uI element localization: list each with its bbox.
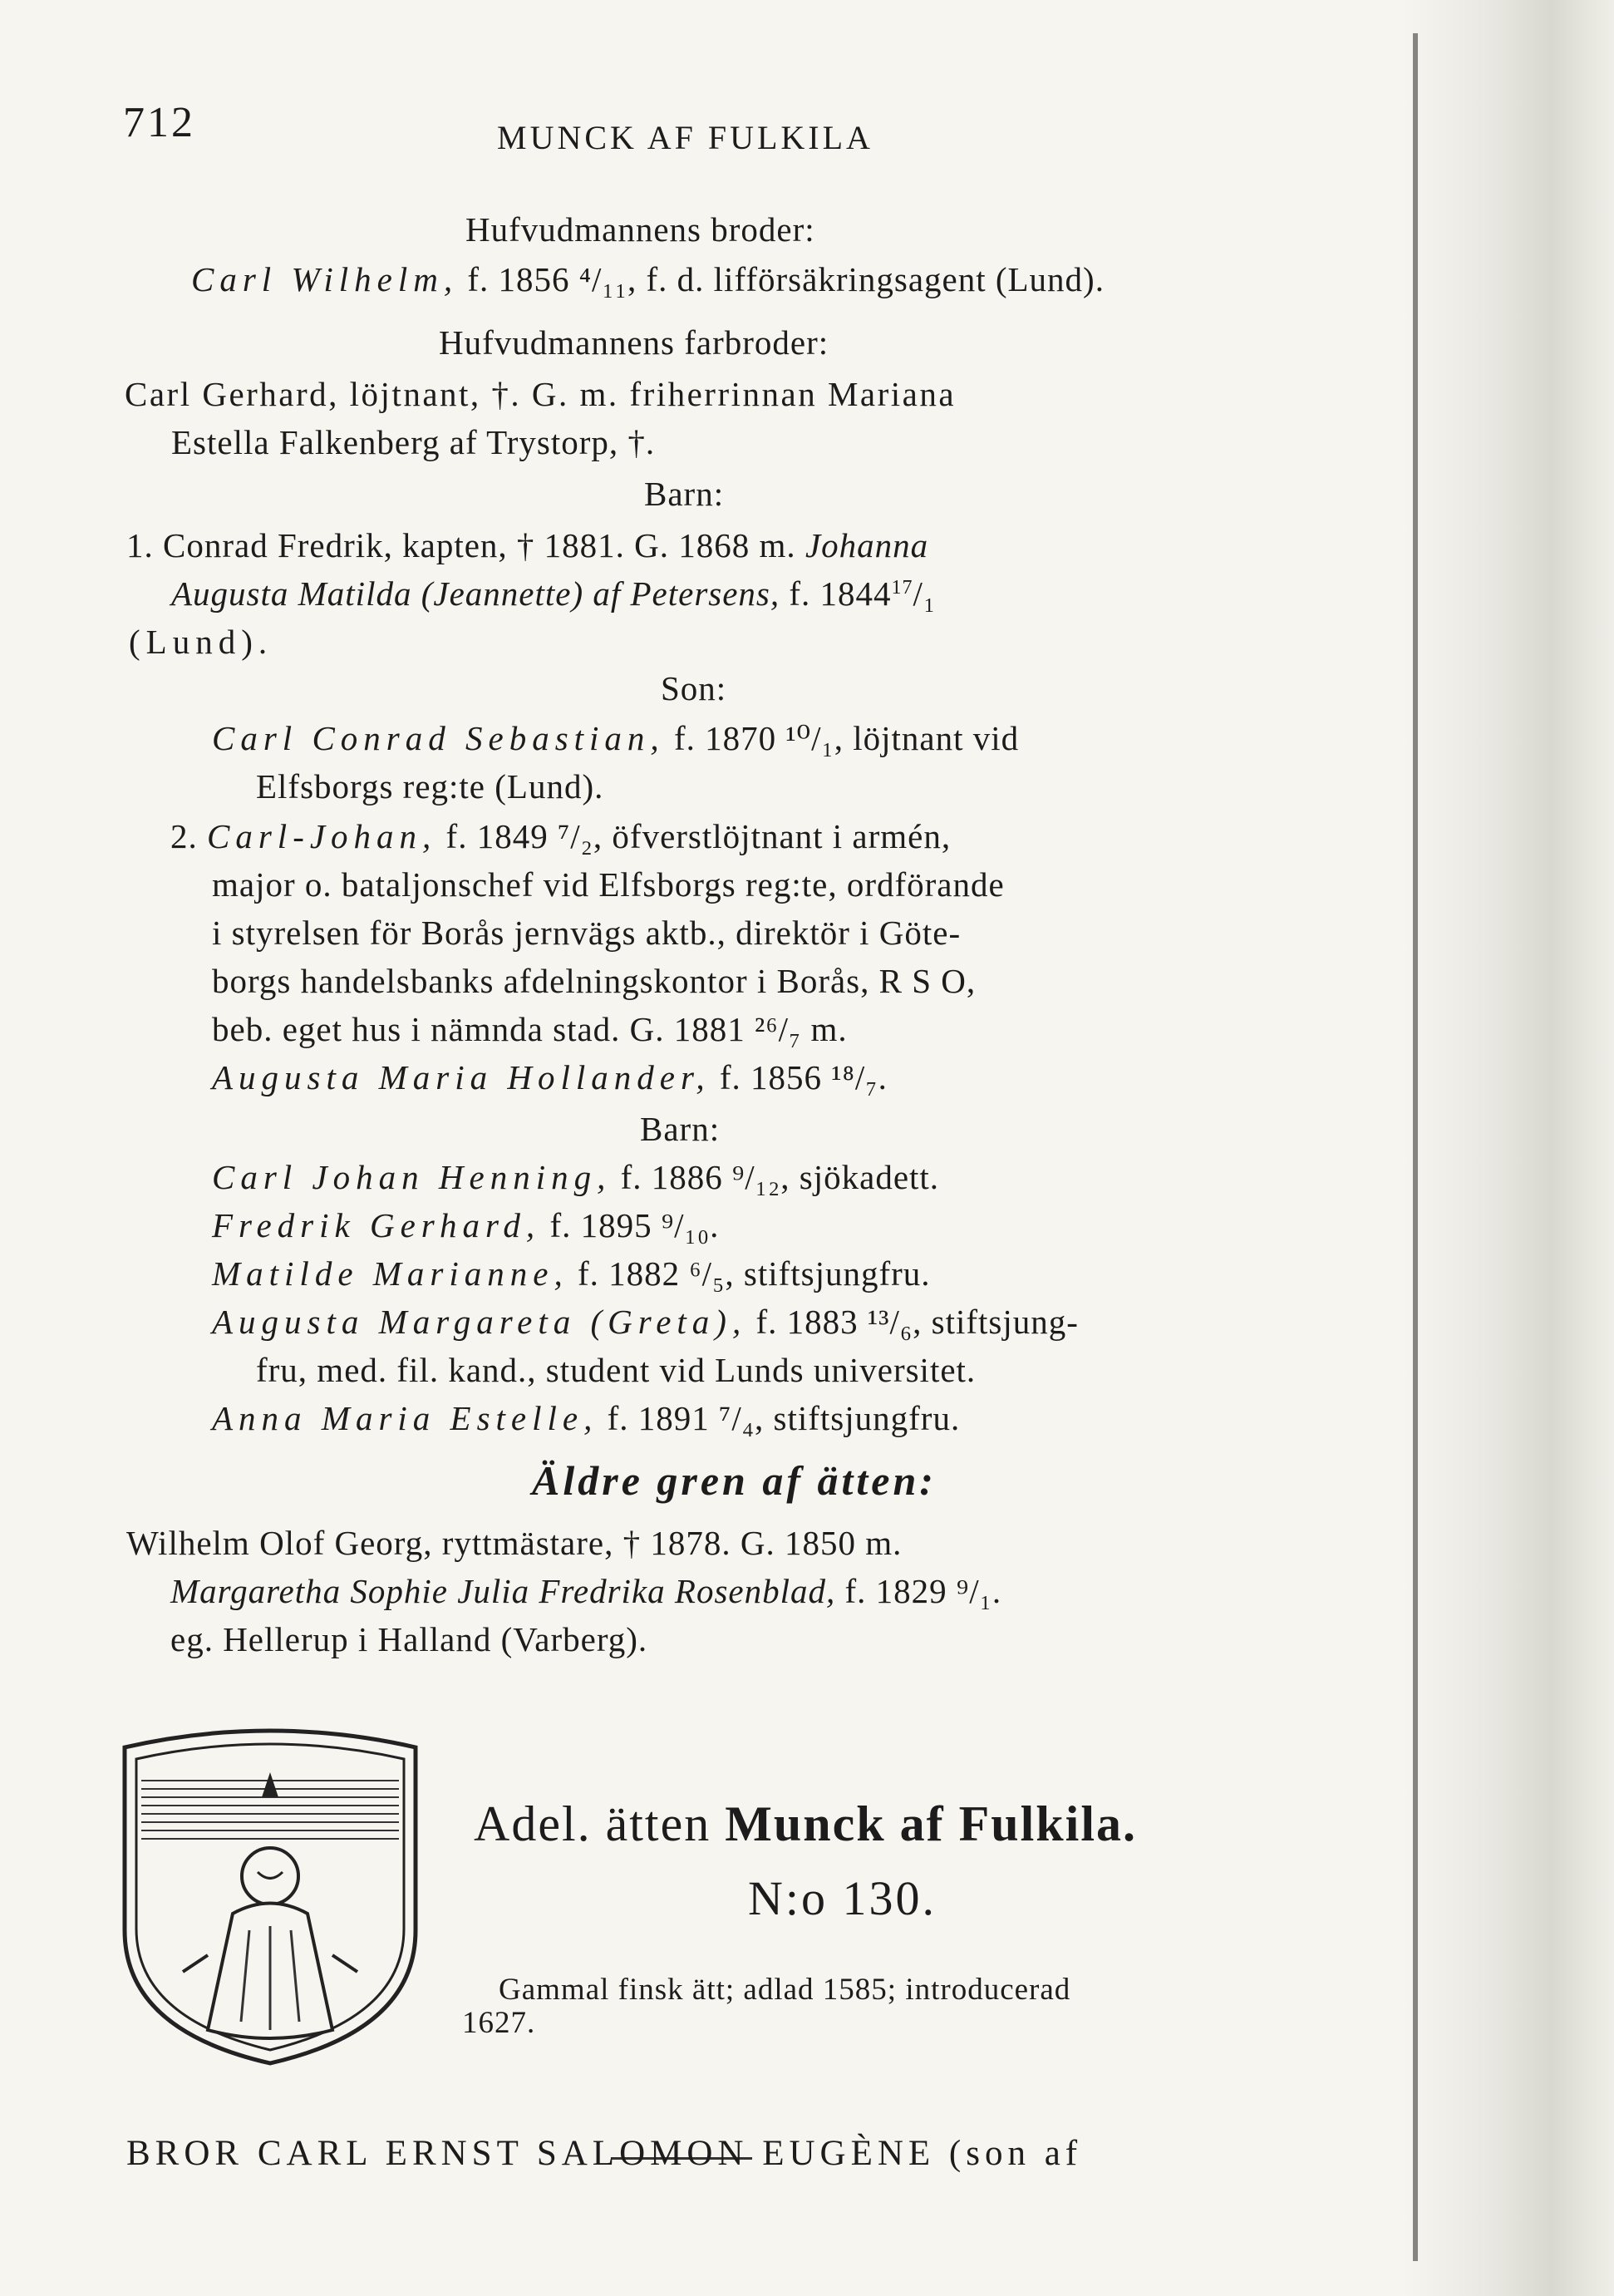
text-line: borgs handelsbanks afdelningskontor i Borås, R S O,	[212, 962, 977, 1000]
person-details: f. 1870 ¹⁰/₁, löjtnant vid	[673, 719, 1020, 757]
text-line	[212, 1057, 888, 1097]
family-title-name: Munck af Fulkila.	[725, 1796, 1137, 1851]
child-name: Fredrik Gerhard,	[212, 1206, 541, 1244]
spouse-name: Augusta Maria Hollander,	[212, 1058, 711, 1096]
family-number: N:o 130.	[748, 1871, 937, 1925]
section-heading-farbroder: Hufvudmannens farbroder:	[439, 323, 829, 362]
child-name: Carl Johan Henning,	[212, 1158, 612, 1196]
person-name: Carl Wilhelm,	[191, 260, 459, 298]
text-line	[126, 525, 928, 565]
text-line: Wilhelm Olof Georg, ryttmästare, † 1878. G. 1850 m.	[126, 1524, 903, 1562]
child-name: Matilde Marianne,	[212, 1254, 568, 1293]
spouse-name: Johanna	[805, 526, 929, 564]
text-line: i styrelsen för Borås jernvägs aktb., direktör i Göte-	[212, 914, 962, 952]
child-name: Augusta Margareta (Greta),	[212, 1303, 747, 1341]
person-details: f. 1856 ⁴/₁₁, f. d. lifförsäkringsagent (Lund).	[467, 260, 1105, 298]
child-details: f. 1891 ⁷/₄, stiftsjungfru.	[607, 1399, 961, 1437]
family-description-cont: 1627.	[462, 2006, 536, 2040]
next-entry-line: BROR CARL ERNST SALOMON EUGÈNE (son af	[126, 2134, 1083, 2173]
text-line: Carl Gerhard, löjtnant, †. G. m. friherrinnan Mariana	[125, 375, 957, 413]
child-line	[212, 1302, 1079, 1342]
text-line: eg. Hellerup i Halland (Varberg).	[170, 1620, 648, 1658]
text-line: major o. bataljonschef vid Elfsborgs reg:te, ordförande	[212, 865, 1005, 904]
child-details: f. 1882 ⁶/₅, stiftsjungfru.	[577, 1254, 931, 1293]
family-title-prefix: Adel. ätten	[474, 1796, 711, 1851]
date-sup: 17	[891, 577, 913, 599]
text-line	[170, 816, 951, 856]
text-line: Elfsborgs reg:te (Lund).	[256, 767, 604, 806]
date-sub: /₁	[913, 574, 937, 613]
spouse-name: Margaretha Sophie Julia Fredrika Rosenblad,	[170, 1572, 836, 1610]
text-line: (Lund).	[129, 623, 273, 661]
child-details: f. 1886 ⁹/₁₂, sjökadett.	[620, 1158, 940, 1196]
binding-shadow	[1413, 33, 1418, 2261]
barn-heading: Barn:	[640, 1110, 721, 1148]
text-line: fru, med. fil. kand., student vid Lunds universitet.	[256, 1351, 977, 1389]
son-heading: Son:	[661, 669, 727, 707]
person-name: Carl-Johan,	[207, 817, 437, 855]
child-line	[212, 1205, 719, 1245]
text-line: Estella Falkenberg af Trystorp, †.	[171, 423, 656, 461]
person-details: f. 1849 ⁷/₂, öfverstlöjtnant i armén,	[445, 817, 952, 855]
older-branch-heading: Äldre gren af ätten:	[532, 1457, 937, 1504]
running-title: MUNCK AF FULKILA	[497, 119, 873, 156]
page-number: 712	[123, 99, 195, 146]
child-entry: 1. Conrad Fredrik, kapten, † 1881. G. 1868 m.	[126, 526, 796, 564]
text-line	[170, 1571, 1001, 1611]
barn-heading: Barn:	[644, 475, 725, 513]
text-line	[212, 718, 1019, 758]
text-line	[191, 259, 1105, 299]
text-line	[171, 574, 936, 613]
person-name: Carl Conrad Sebastian,	[212, 719, 665, 757]
entry-number: 2.	[170, 817, 198, 855]
family-description: Gammal finsk ätt; adlad 1585; introducerad	[499, 1973, 1071, 2007]
child-name: Anna Maria Estelle,	[212, 1399, 598, 1437]
child-line	[212, 1254, 931, 1293]
spouse-name: Augusta Matilda (Jeannette) af Petersens,	[171, 574, 780, 613]
page-edge	[1405, 0, 1614, 2296]
text-line: beb. eget hus i nämnda stad. G. 1881 ²⁶/₇ m.	[212, 1010, 848, 1048]
child-line	[212, 1157, 939, 1197]
coat-of-arms-icon	[108, 1722, 432, 2072]
spouse-birth: f. 1844	[789, 574, 892, 613]
child-line	[212, 1398, 960, 1438]
spouse-birth: f. 1829 ⁹/₁.	[844, 1572, 1002, 1610]
child-details: f. 1883 ¹³/₆, stiftsjung-	[755, 1303, 1079, 1341]
spouse-birth: f. 1856 ¹⁸/₇.	[719, 1058, 888, 1096]
family-title	[474, 1796, 1137, 1853]
child-details: f. 1895 ⁹/₁₀.	[549, 1206, 720, 1244]
section-heading-broder: Hufvudmannens broder:	[465, 210, 815, 249]
